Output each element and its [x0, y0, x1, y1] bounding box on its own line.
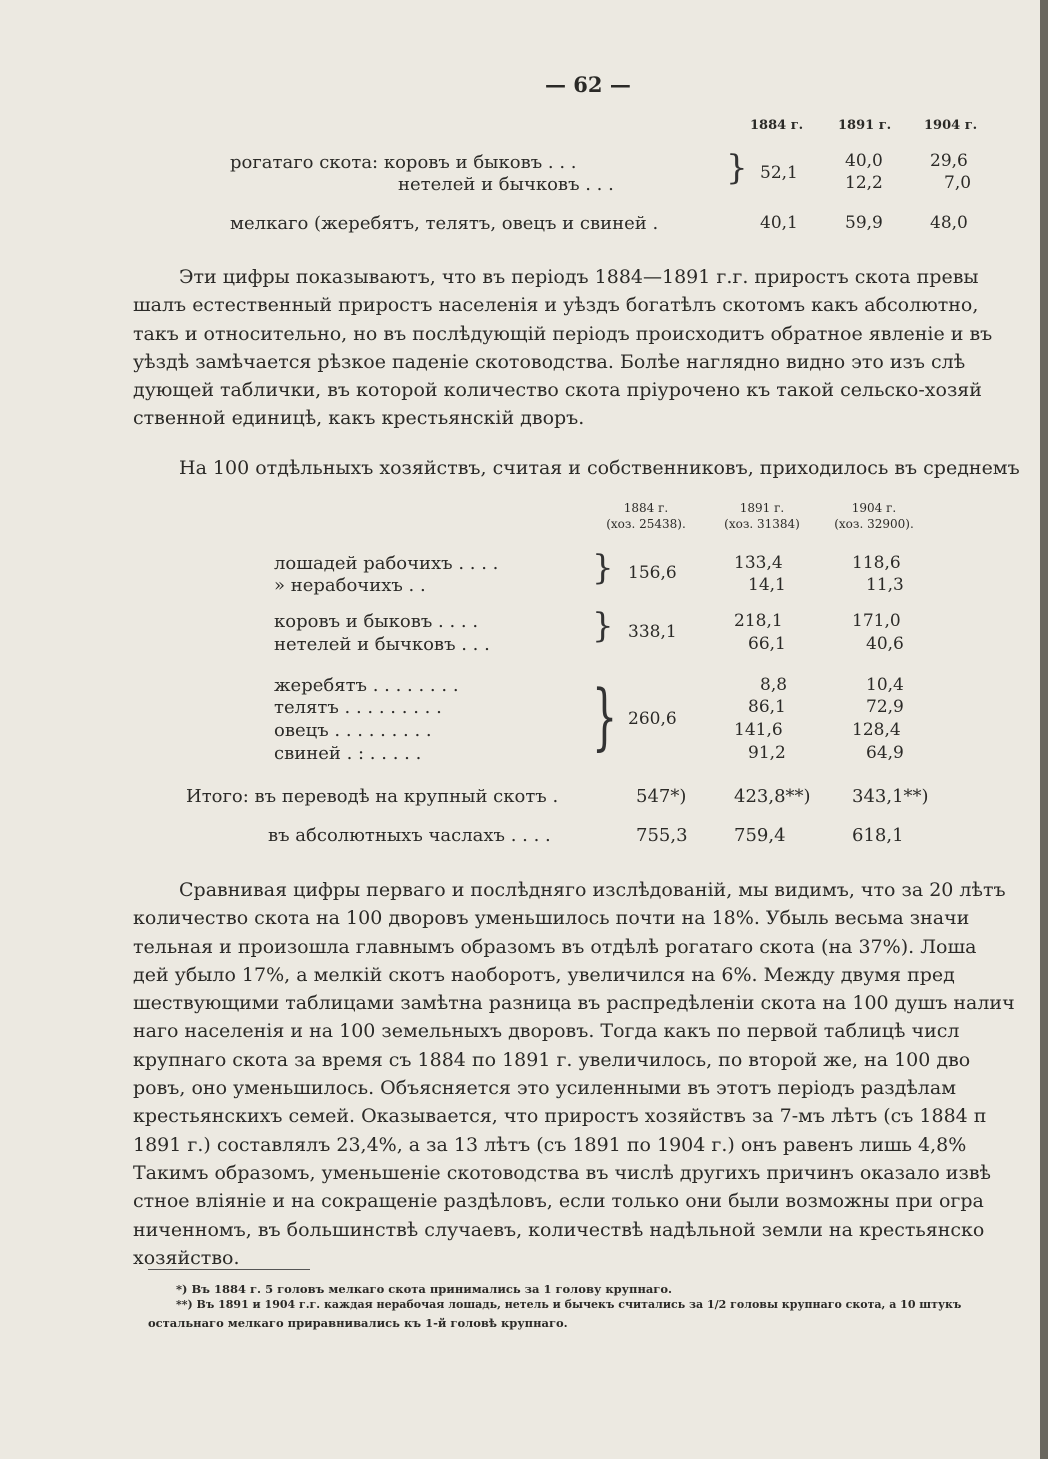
table1-cell: 59,9	[845, 213, 883, 233]
table2-row-label: свиней . : . . . . .	[274, 743, 422, 764]
table2-cell: 91,2	[748, 743, 786, 763]
paragraph-1	[133, 263, 1045, 433]
paragraph-line: хозяйство.	[133, 1246, 240, 1269]
table1-cell: 12,2	[845, 173, 883, 193]
table2-total-cell: 343,1**)	[852, 786, 929, 807]
footnote-1: *) Въ 1884 г. 5 головъ мелкаго скота принимались за 1 голову крупнаго.	[176, 1282, 673, 1296]
table2-total-cell: 547*)	[636, 786, 687, 807]
paragraph-line: стное вліяніе и на сокращеніе раздѣловъ, если только они были возможны при огра	[133, 1190, 984, 1213]
table2-header-1891: 1891 г. (хоз. 31384)	[724, 501, 800, 531]
paragraph-line: На 100 отдѣльныхъ хозяйствъ, считая и собственниковъ, приходилось въ среднемъ	[179, 457, 1020, 479]
table2-row-label: овецъ . . . . . . . . .	[274, 720, 432, 741]
paragraph-3	[133, 876, 1045, 1272]
table2-row-label: жеребятъ . . . . . . . .	[274, 675, 459, 696]
footnote-2: **) Въ 1891 и 1904 г.г. каждая нерабочая лошадь, нетель и бычекъ считались за 1/2 головы крупнаго скота, а 10 штукъ	[176, 1298, 962, 1311]
paragraph-line: 1891 г.) составлялъ 23,4%, а за 13 лѣтъ (съ 1891 по 1904 г.) онъ равенъ лишь 4,8%	[133, 1133, 967, 1156]
paragraph-line: крупнаго скота за время съ 1884 по 1891 г. увеличилось, по второй же, на 100 дво	[133, 1048, 971, 1071]
table1-small-label: мелкаго (жеребятъ, телятъ, овецъ и свиней .	[230, 213, 659, 234]
paragraph-line: ниченномъ, въ большинствѣ случаевъ, количествѣ надѣльной земли на крестьянско	[133, 1218, 985, 1241]
paragraph-line: тельная и произошла главнымъ образомъ въ отдѣлѣ рогатаго скота (на 37%). Лоша	[133, 935, 977, 958]
table1-cell: 40,0	[845, 151, 883, 171]
table2-cell: 133,4	[734, 553, 783, 573]
table2-cell: 86,1	[748, 697, 786, 717]
table2-combined-1884: 156,6	[628, 563, 677, 583]
table1-cell: 7,0	[944, 173, 972, 193]
footnote-2-cont: остальнаго мелкаго приравнивались къ 1-й головѣ крупнаго.	[148, 1316, 568, 1330]
paragraph-line: такъ и относительно, но въ послѣдующій періодъ происходитъ обратное явленіе и въ	[133, 322, 993, 345]
table2-header-1904: 1904 г. (хоз. 32900).	[834, 501, 914, 531]
table2-row-label: » нерабочихъ . .	[274, 575, 426, 596]
table1-cell: 40,1	[760, 213, 798, 233]
table2-cell: 128,4	[852, 720, 901, 740]
table2-total-cell: 618,1	[852, 825, 904, 846]
footnote-rule	[148, 1269, 310, 1270]
paragraph-line: дующей таблички, въ которой количество скота пріурочено къ такой сельско-хозяй	[133, 379, 982, 402]
paragraph-line: шалъ естественный приростъ населенія и уѣздъ богатѣлъ скотомъ какъ абсолютно,	[133, 294, 979, 317]
table2-cell: 40,6	[866, 634, 904, 654]
paragraph-line: уѣздѣ замѣчается рѣзкое паденіе скотоводства. Болѣе наглядно видно это изъ слѣ	[133, 350, 966, 373]
table2-cell: 118,6	[852, 553, 901, 573]
paragraph-line: Такимъ образомъ, уменьшеніе скотоводства въ числѣ другихъ причинъ оказало извѣ	[133, 1161, 991, 1184]
paragraph-line: ровъ, оно уменьшилось. Объясняется это усиленными въ этотъ періодъ раздѣлам	[133, 1077, 956, 1100]
table2-cell: 218,1	[734, 611, 783, 631]
table2-total-cell: 423,8**)	[734, 786, 811, 807]
table2-header-1884: 1884 г. (хоз. 25438).	[606, 501, 686, 531]
table1-cell: 48,0	[930, 213, 968, 233]
table1-year-1891: 1891 г.	[838, 118, 892, 133]
table2-cell: 64,9	[866, 743, 904, 763]
paragraph-2	[133, 454, 1045, 482]
table2-row-label: лошадей рабочихъ . . . .	[274, 553, 499, 574]
paragraph-line: количество скота на 100 дворовъ уменьшилось почти на 18%. Убыль весьма значи	[133, 907, 970, 930]
table1-year-1884: 1884 г.	[750, 118, 804, 133]
table1-cell: 29,6	[930, 151, 968, 171]
table1-row-label: рогатаго скота: коровъ и быковъ . . .	[230, 152, 577, 173]
paragraph-line: шествующими таблицами замѣтна разница въ распредѣленіи скота на 100 душъ налич	[133, 992, 1015, 1015]
table1-combined-1884: 52,1	[760, 163, 798, 183]
table1-brace: }	[726, 148, 748, 188]
table1-year-1904: 1904 г.	[924, 118, 978, 133]
page-number: — 62 —	[545, 72, 631, 97]
table2-cell: 8,8	[760, 675, 788, 695]
table2-total-cell: 759,4	[734, 825, 786, 846]
table2-combined-1884: 260,6	[628, 709, 677, 729]
table2-cell: 11,3	[866, 575, 904, 595]
table2-total-label: въ абсолютныхъ часлахъ . . . .	[268, 825, 551, 846]
table2-combined-1884: 338,1	[628, 622, 677, 642]
table2-brace: }	[592, 606, 614, 646]
table2-row-label: коровъ и быковъ . . . .	[274, 611, 479, 632]
table2-cell: 72,9	[866, 697, 904, 717]
table2-cell: 171,0	[852, 611, 901, 631]
table2-brace: }	[592, 674, 618, 758]
table2-row-label: нетелей и бычковъ . . .	[274, 634, 490, 655]
paragraph-line: Сравнивая цифры перваго и послѣдняго изслѣдованій, мы видимъ, что за 20 лѣтъ	[179, 879, 1006, 901]
table2-cell: 14,1	[748, 575, 786, 595]
table2-cell: 66,1	[748, 634, 786, 654]
table2-cell: 141,6	[734, 720, 783, 740]
paragraph-line: наго населенія и на 100 земельныхъ дворовъ. Тогда какъ по первой таблицѣ числ	[133, 1020, 960, 1043]
paragraph-line: Эти цифры показываютъ, что въ періодъ 1884—1891 г.г. приростъ скота превы	[179, 266, 979, 288]
paragraph-line: ственной единицѣ, какъ крестьянскій дворъ.	[133, 407, 585, 430]
table2-cell: 10,4	[866, 675, 904, 695]
table2-row-label: телятъ . . . . . . . . .	[274, 697, 442, 718]
table2-total-label: Итого: въ переводѣ на крупный скотъ .	[186, 786, 559, 807]
paragraph-line: крестьянскихъ семей. Оказывается, что приростъ хозяйствъ за 7-мъ лѣтъ (съ 1884 п	[133, 1105, 987, 1128]
table1-row-label: нетелей и бычковъ . . .	[398, 174, 614, 195]
table2-brace: }	[592, 548, 614, 588]
table2-total-cell: 755,3	[636, 825, 688, 846]
paragraph-line: дей убыло 17%, а мелкій скотъ наоборотъ, увеличился на 6%. Между двумя пред	[133, 963, 955, 986]
